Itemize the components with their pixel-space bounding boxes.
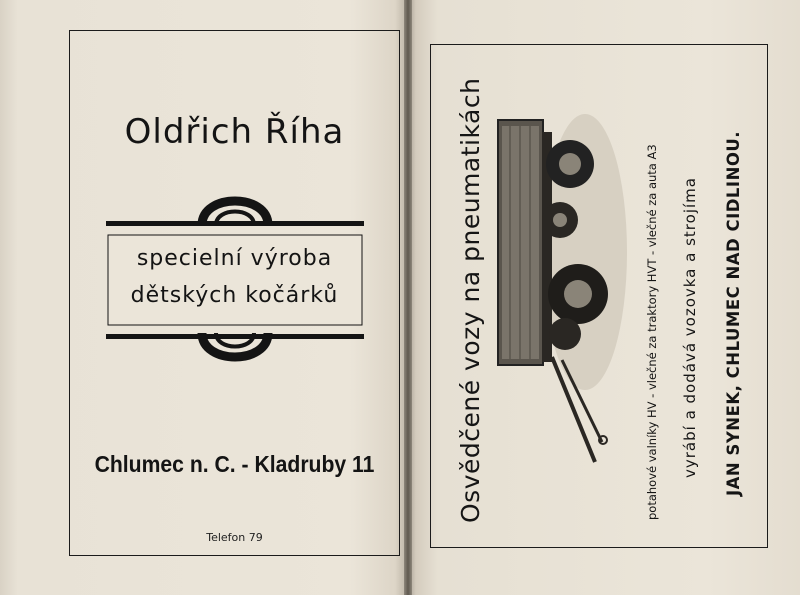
left-ad-frame (69, 30, 400, 556)
advertiser-name: Oldřich Říha (124, 112, 345, 152)
activity-line: vyrábí a dodává vozovka a strojíma (681, 177, 699, 478)
ad-headline: Osvědčené vozy na pneumatikách (456, 77, 485, 523)
product-line: potahové valníky HV - vlečné za traktory HVT - vlečné za auta A3 (645, 144, 659, 520)
phone-number: Telefon 79 (206, 531, 263, 544)
specialty-text (70, 240, 399, 314)
specialty-line-1: specielní výroba (136, 246, 333, 271)
company-line: JAN SYNEK, CHLUMEC NAD CIDLINOU. (724, 130, 743, 496)
address: Chlumec n. C. - Kladruby 11 (94, 451, 375, 477)
book-gutter (404, 0, 412, 595)
trailer-photo (490, 112, 640, 472)
specialty-line-2: dětských kočárků (130, 283, 339, 308)
